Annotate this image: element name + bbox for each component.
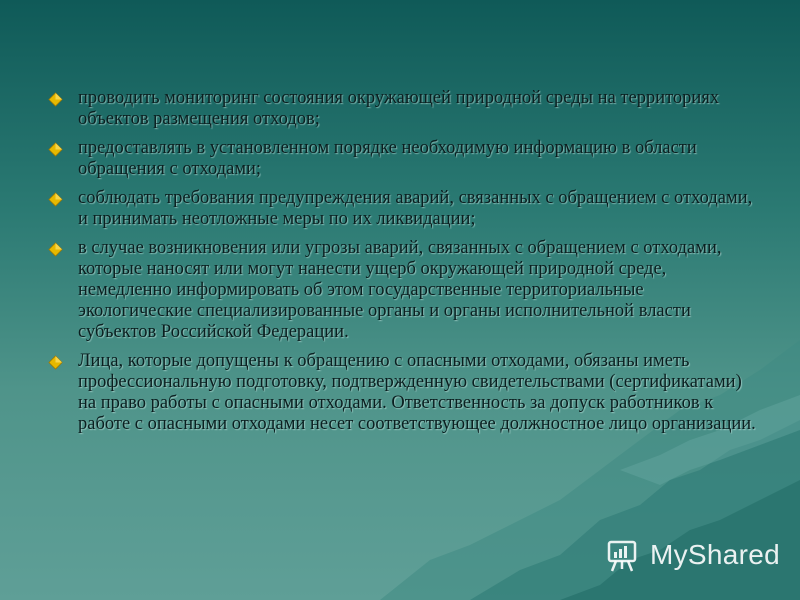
bullet-item-4: [46, 238, 756, 343]
bullet-item-1: [46, 88, 756, 130]
bullet-text-3: соблюдать требования предупреждения аварий, связанных с обращением с отходами, и принимать неотложные меры по их ликвидации;: [78, 188, 753, 229]
diamond-bullet-icon: [48, 192, 63, 207]
bullet-text-5: Лица, которые допущены к обращению с опасными отходами, обязаны иметь профессиональную подготовку, подтвержденную свидетельствами (сертификатами) на право работы с опасными отходами. Ответственность за допуск работников к работе с опасными отходами несет соответствующее должностное лицо организации.: [78, 351, 756, 434]
bullet-text-2: предоставлять в установленном порядке необходимую информацию в области обращения с отходами;: [78, 138, 697, 179]
diamond-bullet-icon: [48, 242, 63, 257]
diamond-bullet-icon: [48, 92, 63, 107]
bullet-item-3: [46, 188, 756, 230]
content-area: [46, 88, 756, 443]
bullet-item-5: [46, 351, 756, 435]
presentation-board-icon: [606, 539, 644, 573]
bullet-text-4: в случае возникновения или угрозы аварий, связанных с обращением с отходами, которые наносят или могут нанести ущерб окружающей природной среде, немедленно информировать об этом государственные территориальные экологические специализированные органы и органы исполнительной власти субъектов Российской Федерации.: [78, 238, 722, 342]
watermark-text: MyShared: [650, 539, 781, 570]
bullet-list: [46, 88, 756, 435]
bullet-text-1: проводить мониторинг состояния окружающей природной среды на территориях объектов размещения отходов;: [78, 88, 720, 129]
bullet-item-2: [46, 138, 756, 180]
diamond-bullet-icon: [48, 355, 63, 370]
diamond-bullet-icon: [48, 142, 63, 157]
myshared-watermark: [606, 535, 786, 575]
